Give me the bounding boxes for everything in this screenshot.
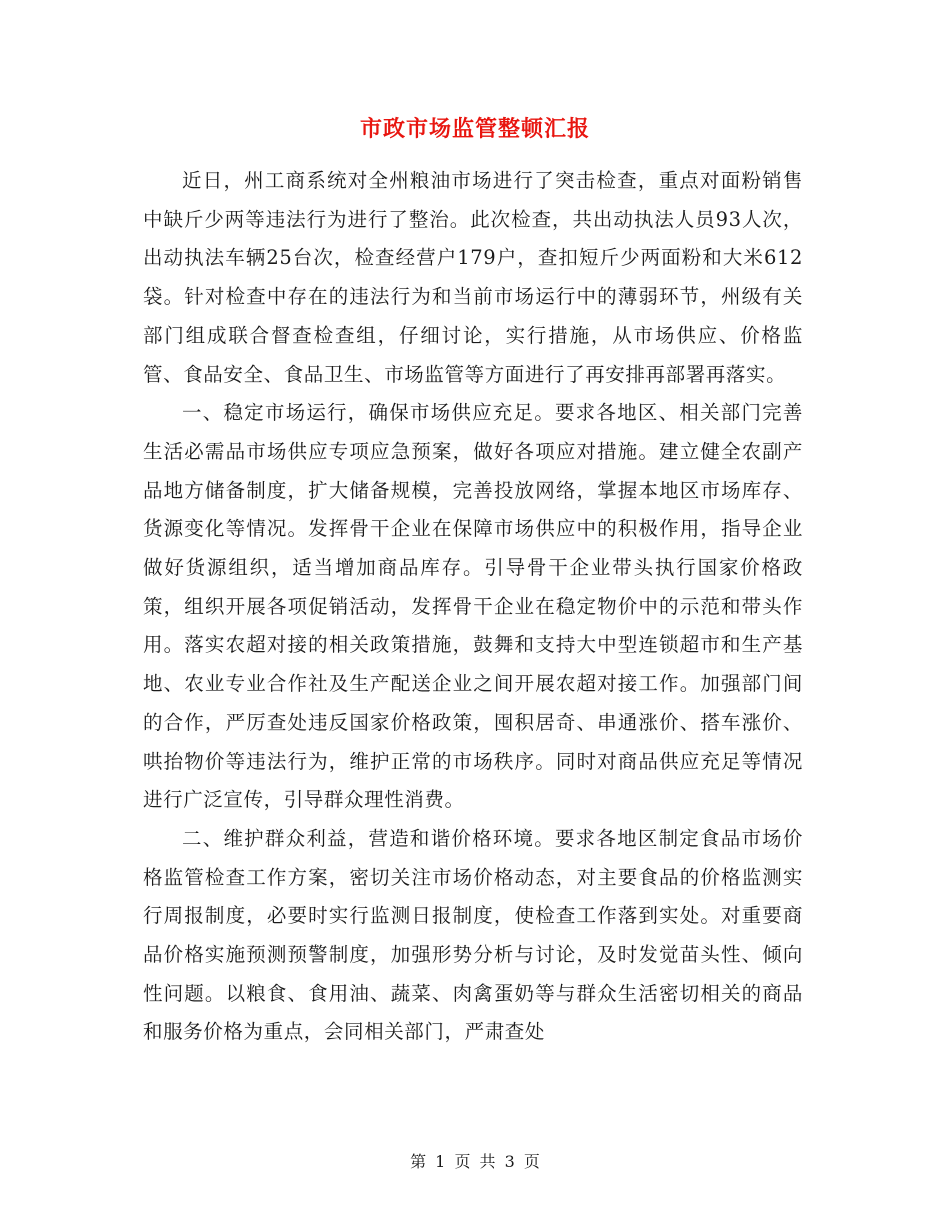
document-body bbox=[143, 162, 803, 1052]
paragraph-intro: 近日，州工商系统对全州粮油市场进行了突击检查，重点对面粉销售中缺斤少两等违法行为进行了整治。此次检查，共出动执法人员93人次，出动执法车辆25台次，检查经营户179户，查扣短斤少两面粉和大米612袋。针对检查中存在的违法行为和当前市场运行中的薄弱环节，州级有关部门组成联合督查检查组，仔细讨论，实行措施，从市场供应、价格监管、食品安全、食品卫生、市场监管等方面进行了再安排再部署再落实。 bbox=[143, 169, 803, 386]
document-title: 市政市场监管整顿汇报 bbox=[359, 116, 590, 142]
page-number-label: 第 1 页 共 3 页 bbox=[410, 1152, 540, 1171]
paragraph-section-2: 二、维护群众利益，营造和谐价格环境。要求各地区制定食品市场价格监管检查工作方案，密切关注市场价格动态，对主要食品的价格监测实行周报制度，必要时实行监测日报制度，使检查工作落到实处。对重要商品价格实施预测预警制度，加强形势分析与讨论，及时发觉苗头性、倾向性问题。以粮食、食用油、蔬菜、肉禽蛋奶等与群众生活密切相关的商品和服务价格为重点，会同相关部门，严肃查处 bbox=[143, 826, 803, 1044]
paragraph-section-1: 一、稳定市场运行，确保市场供应充足。要求各地区、相关部门完善生活必需品市场供应专项应急预案，做好各项应对措施。建立健全农副产品地方储备制度，扩大储备规模，完善投放网络，掌握本地区市场库存、货源变化等情况。发挥骨干企业在保障市场供应中的积极作用，指导企业做好货源组织，适当增加商品库存。引导骨干企业带头执行国家价格政策，组织开展各项促销活动，发挥骨干企业在稳定物价中的示范和带头作用。落实农超对接的相关政策措施，鼓舞和支持大中型连锁超市和生产基地、农业专业合作社及生产配送企业之间开展农超对接工作。加强部门间的合作，严厉查处违反国家价格政策，囤积居奇、串通涨价、搭车涨价、哄抬物价等违法行为，维护正常的市场秩序。同时对商品供应充足等情况进行广泛宣传，引导群众理性消费。 bbox=[143, 401, 803, 812]
page-footer bbox=[0, 1150, 950, 1174]
